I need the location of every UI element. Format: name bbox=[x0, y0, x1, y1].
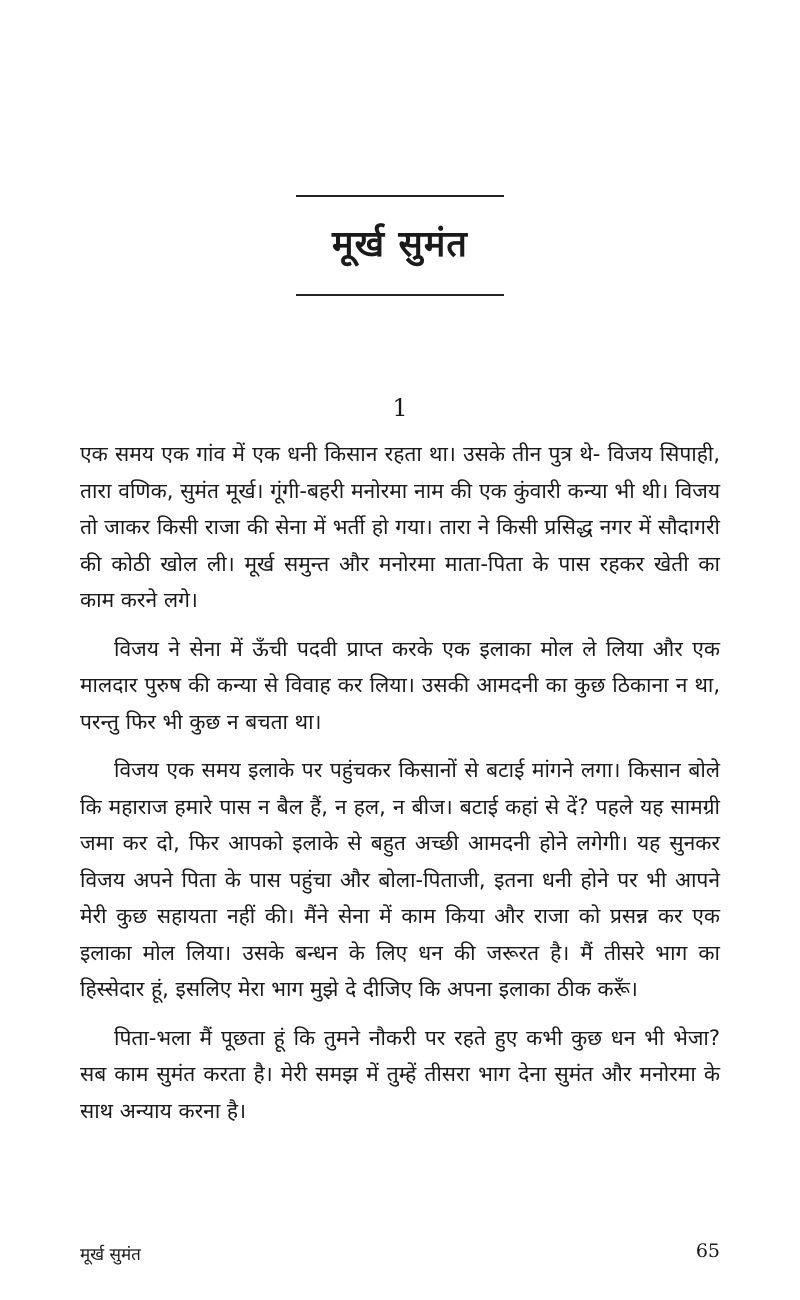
body-text bbox=[80, 436, 720, 1141]
title-rule-top bbox=[296, 195, 504, 197]
section-number: 1 bbox=[392, 394, 408, 422]
title-rule-bottom bbox=[296, 294, 504, 296]
paragraph: पिता-भला मैं पूछता हूं कि तुमने नौकरी पर रहते हुए कभी कुछ धन भी भेजा? सब काम सुमंत करता है। मेरी समझ में तुम्हें तीसरा भाग देना सुमंत और मनोरमा के साथ अन्याय करना है। bbox=[80, 1025, 720, 1123]
chapter-title: मूर्ख सुमंत bbox=[332, 224, 468, 265]
paragraph: विजय एक समय इलाके पर पहुंचकर किसानों से बटाई मांगने लगा। किसान बोले कि महाराज हमारे पास न बैल हैं, न हल, न बीज। बटाई कहां से दें? पहले यह सामग्री जमा कर दो, फिर आपको इलाके से बहुत अच्छी आमदनी होने लगेगी। यह सुनकर विजय अपने पिता के पास पहुंचा और बोला-पिताजी, इतना धनी होने पर भी आपने मेरी कुछ सहायता नहीं की। मैंने सेना में काम किया और राजा को प्रसन्न कर एक इलाका मोल लिया। उसके बन्धन के लिए धन की जरूरत है। मैं तीसरे भाग का हिस्सेदार हूं, इसलिए मेरा भाग मुझे दे दीजिए कि अपना इलाका ठीक करूँ। bbox=[80, 758, 720, 1001]
running-title: मूर्ख सुमंत bbox=[80, 1245, 141, 1265]
paragraph: एक समय एक गांव में एक धनी किसान रहता था। उसके तीन पुत्र थे- विजय सिपाही, तारा वणिक, सुमंत मूर्ख। गूंगी-बहरी मनोरमा नाम की एक कुंवारी कन्या भी थी। विजय तो जाकर किसी राजा की सेना में भर्ती हो गया। तारा ने किसी प्रसिद्ध नगर में सौदागरी की कोठी खोल ली। मूर्ख समुन्त और मनोरमा माता-पिता के पास रहकर खेती का काम करने लगे। bbox=[80, 442, 720, 612]
page-number: 65 bbox=[695, 1240, 720, 1262]
paragraph: विजय ने सेना में ऊँची पदवी प्राप्त करके एक इलाका मोल ले लिया और एक मालदार पुरुष की कन्या से विवाह कर लिया। उसकी आमदनी का कुछ ठिकाना न था, परन्तु फिर भी कुछ न बचता था। bbox=[80, 636, 720, 734]
